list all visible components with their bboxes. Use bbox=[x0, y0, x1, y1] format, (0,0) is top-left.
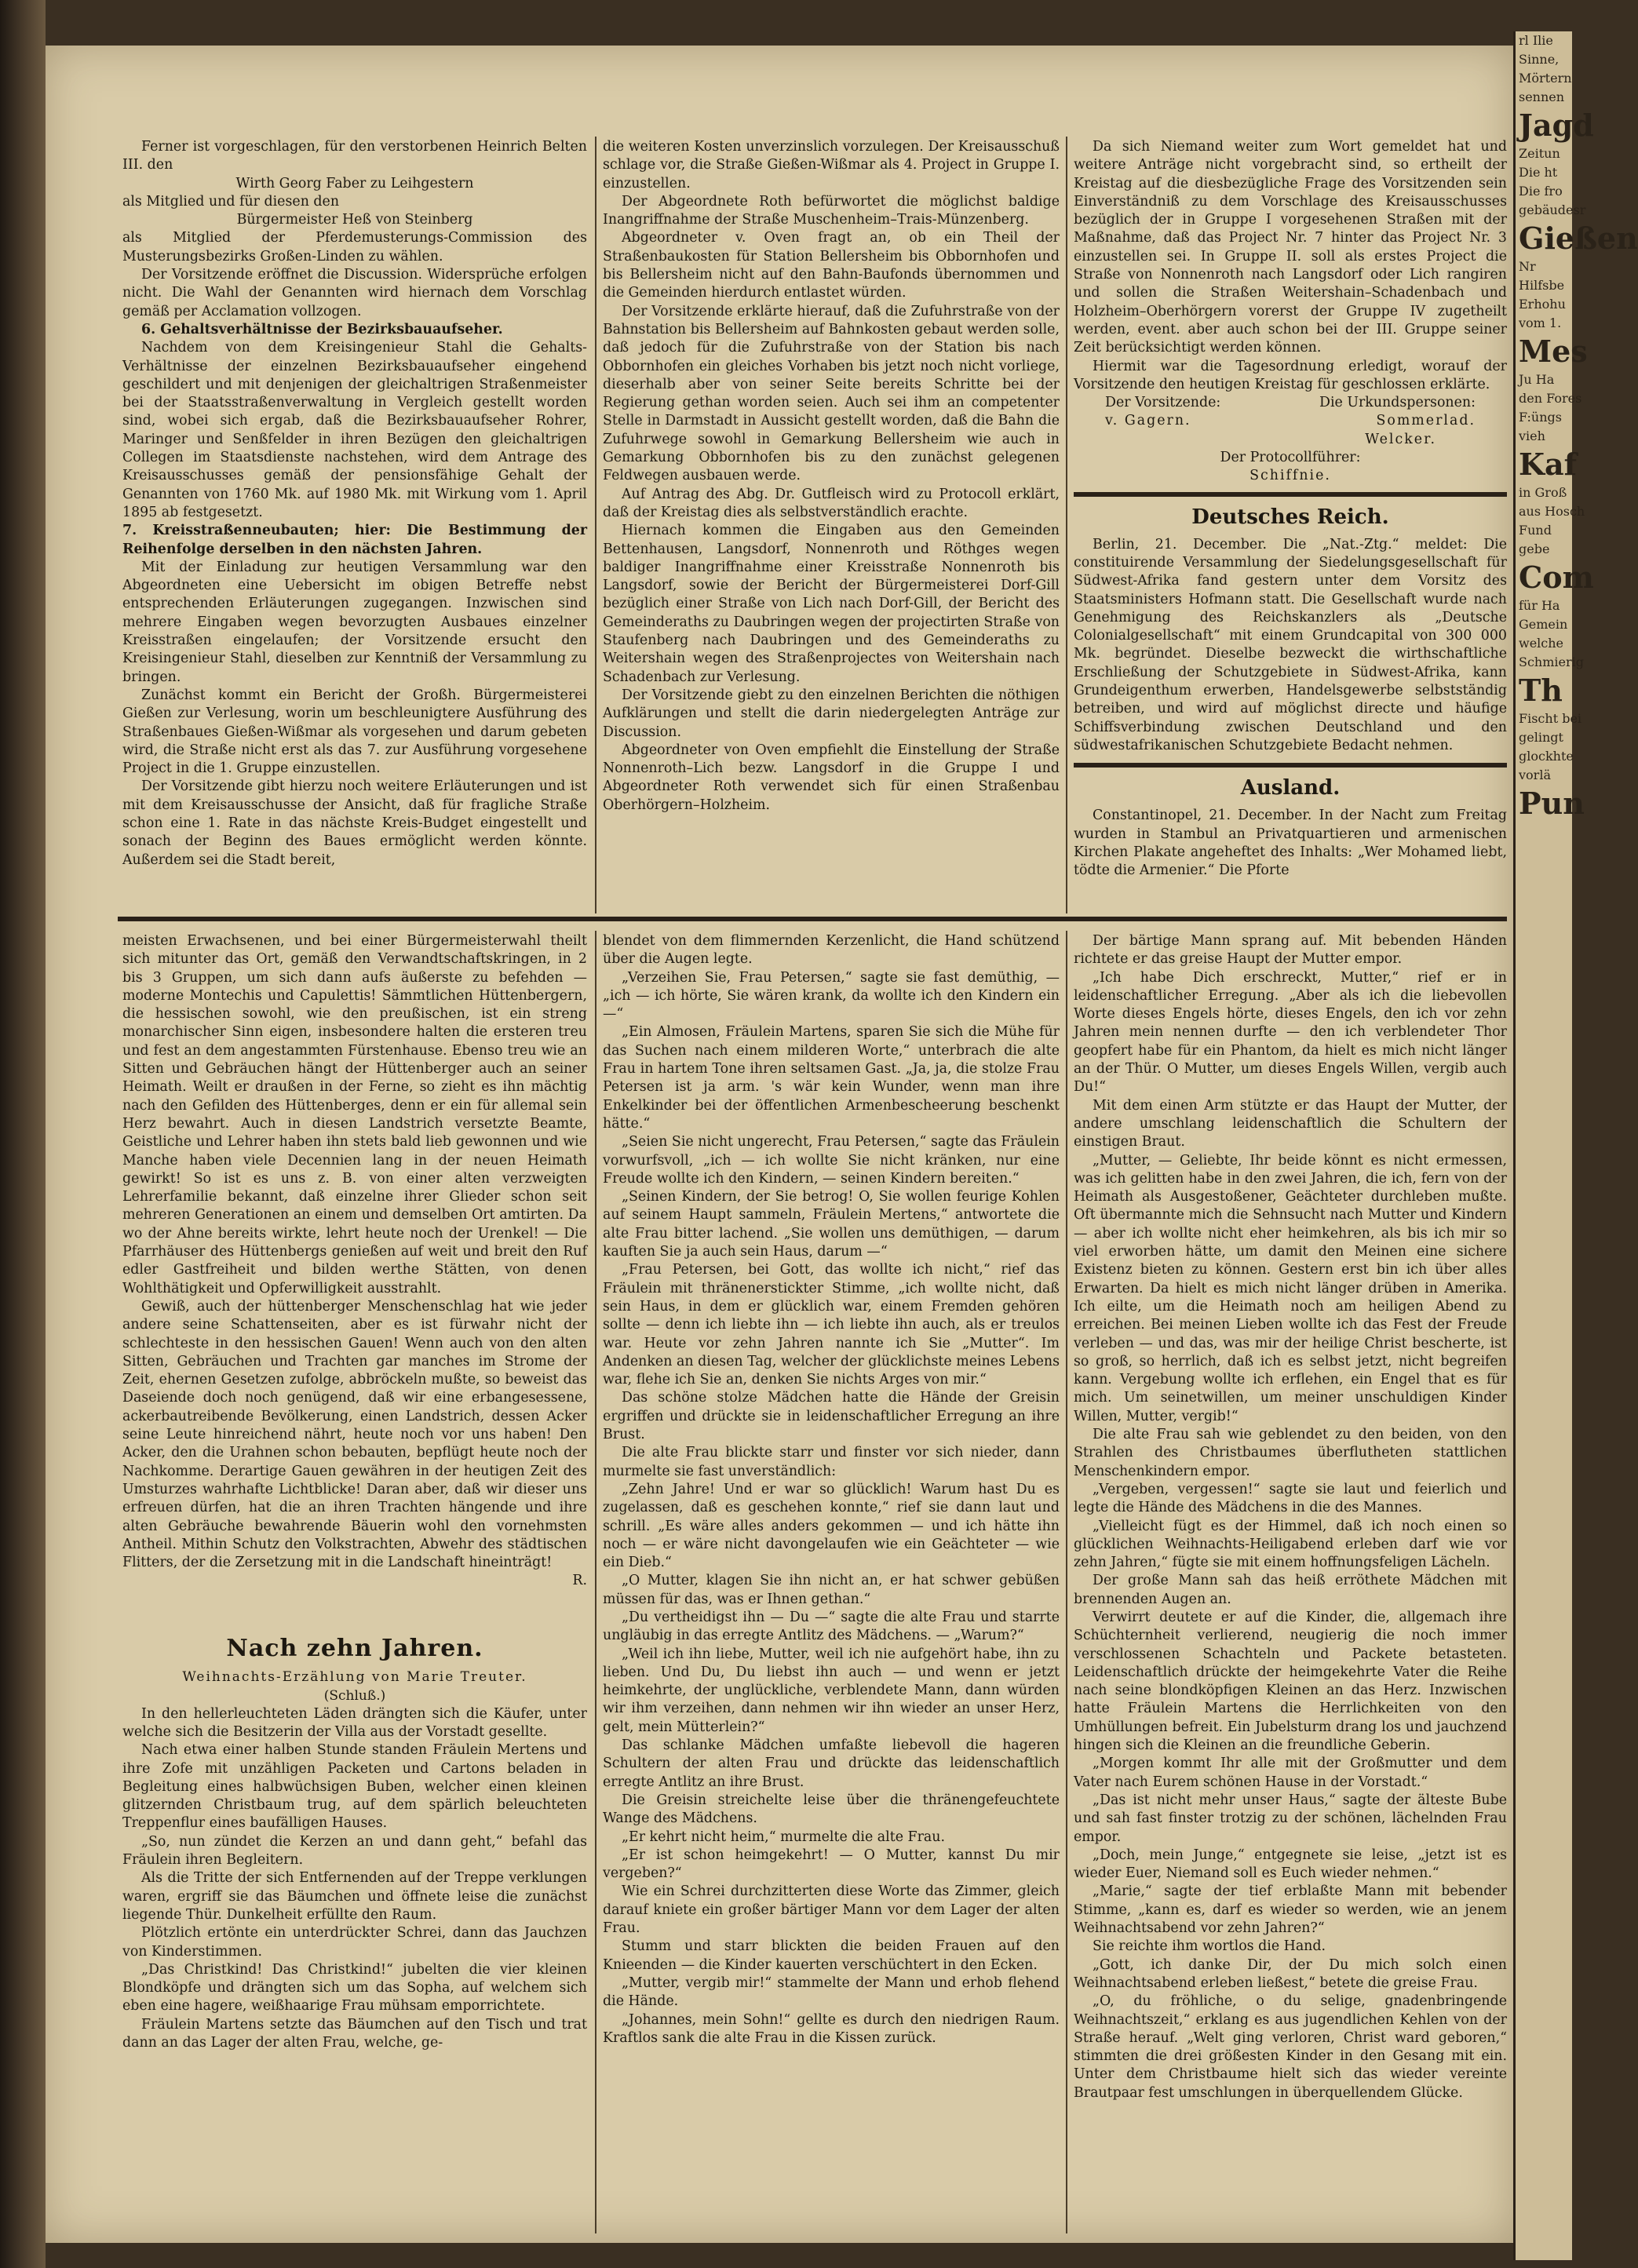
adjacent-page-fragment bbox=[1513, 31, 1638, 2260]
paragraph: „O, du fröhliche, o du selige, gnadenbringende Weihnachtszeit,“ erklang es aus jugendlichen Kehlen von der Straße herauf. „Welt ging verloren, Christ ward geboren,“ stimmten die drei größesten Kinder in den Gesang mit ein. Unter dem Christbaume hielt sich das wieder vereinte Brautpaar fest umschlungen in überquellendem Glücke. bbox=[1074, 1993, 1507, 2101]
paragraph: Das schöne stolze Mädchen hatte die Hände der Greisin ergriffen und drückte sie in leidenschaftlicher Erregung an ihre Brust. bbox=[603, 1390, 1060, 1443]
paragraph: Abgeordneter v. Oven fragt an, ob ein Theil der Straßenbaukosten für Station Bellersheim bis Obbornhofen und bis Bellersheim nicht auf den Bahn-Baufonds übernommen und die Gemeinden hierdurch entlastet würden. bbox=[603, 230, 1060, 301]
fragment-heading: Com bbox=[1519, 560, 1594, 595]
paragraph: Die alte Frau sah wie geblendet zu den beiden, von den Strahlen des Christbaumes überflutheten stattlichen Menschenkindern empor. bbox=[1074, 1427, 1507, 1479]
paragraph: „Vielleicht fügt es der Himmel, daß ich noch einen so glücklichen Weihnachts-Heiligabend erleben darf wie vor zehn Jahren,“ fügte sie mit einem hoffnungsfeligen Lächeln. bbox=[1074, 1518, 1507, 1571]
paragraph: „Seinen Kindern, der Sie betrog! O, Sie wollen feurige Kohlen auf seinem Haupt sammeln, Fräulein Mertens,“ antwortete die alte Frau bitter lachend. „Sie wollen uns demüthigen, — darum kauften Sie ja auch sein Haus, darum —“ bbox=[603, 1189, 1060, 1260]
paragraph: „Frau Petersen, bei Gott, das wollte ich nicht,“ rief das Fräulein mit thränenerstickter Stimme, „ich wollte nicht, daß sein Haus, in dem er glücklich war, einem Fremden gehören sollte — denn ich liebte ihn — ich liebte ihn auch, als er treulos war. Heute vor zehn Jahren nannte ich Sie „Mutter“. Im Andenken an diesen Tag, welcher der glücklichste meines Lebens war, flehe ich Sie an, denken Sie nichts Arges von mir.“ bbox=[603, 1262, 1060, 1388]
story-title: Nach zehn Jahren. bbox=[226, 1634, 483, 1662]
fragment-line: für Ha bbox=[1519, 598, 1560, 613]
fragment-line: gelingt bbox=[1519, 730, 1563, 745]
column-1-bottom bbox=[122, 932, 587, 2235]
paragraph: Nach etwa einer halben Stunde standen Fräulein Mertens und ihre Zofe mit unzähligen Packeten und Cartons beladen in Begleitung eines halbwüchsigen Buben, welcher einen kleinen glitzernden Christbaum trug, auf dem spärlich beleuchteten Treppenflur eines baufälligen Hauses. bbox=[122, 1742, 587, 1832]
reich-article: Berlin, 21. December. Die „Nat.-Ztg.“ meldet: Die constituirende Versammlung der Siedelungsgesellschaft für Südwest-Afrika fand gestern unter dem Vorsitz des Staatsministers Hofmann statt. Die Gesellschaft wurde nach Genehmigung des Reichskanzlers als „Deutsche Colonialgesellschaft“ mit einem Grundcapital von 300 000 Mk. begründet. Dieselbe bezweckt die wirthschaftliche Erschließung der Schutzgebiete in Südwest-Afrika, kann Grundeigenthum erwerben, Handelsgewerbe selbstständig betreiben, und wird auf möglichst directe und häufige Schiffsverbindung zwischen Deutschland und den südwestafrikanischen Schutzgebiete Bedacht nehmen. bbox=[1074, 536, 1507, 753]
paragraph: als Mitglied und für diesen den bbox=[122, 193, 340, 210]
story-continuation-note: (Schluß.) bbox=[323, 1687, 386, 1704]
fragment-line: vom 1. bbox=[1519, 315, 1562, 330]
paragraph: „O Mutter, klagen Sie ihn nicht an, er hat schwer gebüßen müssen für das, was er Ihnen gethan.“ bbox=[603, 1573, 1060, 1607]
paragraph: Die Greisin streichelte leise über die thränengefeuchtete Wange des Mädchens. bbox=[603, 1792, 1060, 1827]
paragraph: Mit der Einladung zur heutigen Versammlung war den Abgeordneten eine Uebersicht im obigen Betreffe nebst entsprechenden Erläuterungen zugegangen. Inzwischen sind mehrere Eingaben wegen bevorzugten Ausbaues einzelner Kreisstraßen eingelaufen; der Vorsitzende ersucht den Kreisingenieur Stahl, dieselben zur Kenntniß der Versammlung zu bringen. bbox=[122, 559, 587, 685]
closing-paragraphs bbox=[1074, 138, 1507, 394]
story-part-1 bbox=[122, 1705, 587, 2053]
fragment-line: gebe bbox=[1519, 541, 1550, 556]
fragment-line: gebäudesr bbox=[1519, 202, 1586, 217]
witness-1-name: Sommerlad. bbox=[1376, 413, 1476, 429]
fragment-line: Hilfsbe bbox=[1519, 278, 1565, 293]
fragment-heading: Mes bbox=[1519, 334, 1588, 369]
fragment-heading: Th bbox=[1519, 673, 1563, 708]
paragraph: „Zehn Jahre! Und er war so glücklich! Warum hast Du es zugelassen, daß es geschehen konnte,“ rief sie dann laut und schrill. „Es wäre alles anders gekommen — und ich hätte ihn noch — er wäre nicht davongelaufen wie ein Geächteter — wie ein Dieb.“ bbox=[603, 1481, 1060, 1571]
paragraph: Plötzlich ertönte ein unterdrückter Schrei, dann das Jauchzen von Kinderstimmen. bbox=[122, 1925, 587, 1960]
fragment-line: Schmierig bbox=[1519, 655, 1584, 669]
paragraph: Zunächst kommt ein Bericht der Großh. Bürgermeisterei Gießen zur Verlesung, worin um beschleunigtere Ausführung des Straßenbaues Gießen-Wißmar als vorgesehen und darum gebeten wird, die Straße nicht erst als das 7. zur Ausführung vorgesehene Project in die 1. Gruppe einzustellen. bbox=[122, 687, 587, 777]
newspaper-page bbox=[46, 46, 1513, 2243]
fragment-heading: Pun bbox=[1519, 786, 1585, 821]
paragraph: Fräulein Martens setzte das Bäumchen auf den Tisch und trat dann an das Lager der alten Frau, welche, ge- bbox=[122, 2016, 587, 2051]
fragment-line: Fund bbox=[1519, 523, 1552, 538]
paragraph: „Gott, ich danke Dir, der Du mich solch einen Weihnachtsabend erleben ließest,“ betete die greise Frau. bbox=[1074, 1956, 1507, 1991]
fragment-line: vieh bbox=[1519, 428, 1545, 443]
fragment-heading: Jagd bbox=[1519, 108, 1594, 143]
fragment-line: Nr bbox=[1519, 259, 1536, 274]
paragraph: Mit dem einen Arm stützte er das Haupt der Mutter, der andere umschlang leidenschaftlich die Schultern der einstigen Braut. bbox=[1074, 1097, 1507, 1150]
paragraph: meisten Erwachsenen, und bei einer Bürgermeisterwahl theilt sich mitunter das Ort, gemäß den Verwandtschaftskringen, in 2 bis 3 Gruppen, um sich dann aufs äußerste zu befehden — moderne Montechis und Capulettis! Sämmtlichen Hüttenbergern, die hessischen sowohl, wie den preußischen, ist ein streng monarchischer Sinn eigen, insbesondere halten die ersteren treu und fest an dem angestammten Fürstenhause. Ebenso treu wie an Sitten und Gebräuchen hängt der Hüttenberger auch an seiner Heimath. Weilt er draußen in der Ferne, so zieht es ihn mächtig nach den Gefilden des Hüttenberges, denn er ein für allemal sein Herz bewahrt. Auch in diesen Landstrich versetzte Beamte, Geistliche und Lehrer haben ihn stets bald lieb gewonnen und wie Manche haben viele Decennien lang in der neuen Heimath gewirkt! So ist es uns z. B. von einer alten verzweigten Lehrerfamilie bekannt, daß einzelne ihrer Glieder schon seit mehreren Generationen an einem und demselben Ort amtirten. Da wo der Ahne bereits wirkte, lehrt heute noch der Urenkel! — Die Pfarrhäuser des Hüttenbergs genießen auf weit und breit den Ruf edler Gastfreiheit und bilden werthe Stätten, von denen Wohlthätigkeit und Opferwilligkeit ausstrahlt. bbox=[122, 933, 587, 1296]
fragment-line: Ju Ha bbox=[1519, 372, 1555, 387]
signature-row-3 bbox=[1074, 431, 1507, 449]
fragment-line: den Fores bbox=[1519, 391, 1582, 406]
section-title-ausland: Ausland. bbox=[1240, 776, 1341, 800]
fragment-line: Zeitun bbox=[1519, 146, 1560, 161]
paragraph: „Marie,“ sagte der tief erblaßte Mann mit bebender Stimme, „kann es, darf es wieder so werden, wie an jenem Weihnachtsabend vor zehn Jahren?“ bbox=[1074, 1883, 1507, 1937]
paragraph: „Verzeihen Sie, Frau Petersen,“ sagte sie fast demüthig, — „ich — ich hörte, Sie wären krank, da wollte ich den Kindern ein —“ bbox=[603, 969, 1060, 1023]
fragment-line: aus Hosch bbox=[1519, 504, 1585, 519]
paragraph: Stumm und starr blickten die beiden Frauen auf den Knieenden — die Kinder kauerten verschüchtert in den Ecken. bbox=[603, 1938, 1060, 1973]
paragraph: Sie reichte ihm wortlos die Hand. bbox=[1093, 1938, 1326, 1955]
fragment-line: sennen bbox=[1519, 89, 1565, 104]
story-subtitle: Weihnachts-Erzählung von Marie Treuter. bbox=[182, 1668, 527, 1685]
paragraph: Wirth Georg Faber zu Leihgestern bbox=[235, 175, 474, 191]
paragraph: Das schlanke Mädchen umfaßte liebevoll die hageren Schultern der alten Frau und drückte das leidenschaftlich erregte Antlitz an ihre Brust. bbox=[603, 1737, 1060, 1790]
column-3-top bbox=[1074, 138, 1507, 915]
paragraph: Der große Mann sah das heiß erröthete Mädchen mit brennenden Augen an. bbox=[1074, 1573, 1507, 1607]
paragraph: die weiteren Kosten unverzinslich vorzulegen. Der Kreisausschuß schlage vor, die Straße Gießen-Wißmar als 4. Project in Gruppe I. einzustellen. bbox=[603, 139, 1060, 191]
paragraph: als Mitglied der Pferdemusterungs-Commission des Musterungsbezirks Großen-Linden zu wählen. bbox=[122, 230, 587, 264]
paragraph: Als die Tritte der sich Entfernenden auf der Treppe verklungen waren, ergriff sie das Bäumchen und öffnete leise die zunächst liegende Thür. Dunkelheit erfüllte den Raum. bbox=[122, 1870, 587, 1923]
paragraph: Gewiß, auch der hüttenberger Menschenschlag hat wie jeder andere seine Schattenseiten, aber es ist fürwahr nicht der schlechteste in den hessischen Gauen! Wenn auch von den alten Sitten, Gebräuchen und Trachten gar manches im Strome der Zeit, ehernen Gesetzen zufolge, abbröckeln mußte, so beweist das Daseiende doch noch genügend, daß wir eine erbangesessene, ackerbautreibende Bevölkerung, einen Landstrich, dessen Acker seine Leute hinreichend nährt, heute noch vor uns haben! Den Acker, den die Urahnen schon bebauten, bepflügt heute noch der Nachkomme. Derartige Gauen gewähren in der heutigen Zeit des Umsturzes wahrhafte Lichtblicke! Daran aber, daß wir dieser uns erfreuen dürfen, hat die an ihren Trachten hängende und ihre alten Gebräuche bewahrende Bäuerin wohl den vornehmsten Antheil. Mithin Schutz den Volkstrachten, Abwehr des städtischen Flitters, der die Zersetzung mit in die Landschaft hineinträgt! bbox=[122, 1298, 587, 1571]
fragment-heading: Kaf bbox=[1519, 447, 1577, 482]
fragment-line: Die ht bbox=[1519, 165, 1558, 180]
fragment-line: F:üngs bbox=[1519, 410, 1562, 425]
feuilleton-separator-rule bbox=[118, 917, 1507, 921]
column-2-bottom bbox=[603, 932, 1060, 2235]
column-3-bottom bbox=[1074, 932, 1507, 2235]
fragment-line: Mörtern bbox=[1519, 71, 1572, 86]
witness-2-name: Welcker. bbox=[1365, 431, 1436, 447]
paragraph: „Das Christkind! Das Christkind!“ jubelten die vier kleinen Blondköpfe und drängten sich um das Sopha, auf welchem sich eben eine hagere, weißhaarige Frau mühsam emporrichtete. bbox=[122, 1961, 587, 2015]
paragraph: Hiermit war die Tagesordnung erledigt, worauf der Vorsitzende den heutigen Kreistag für geschlossen erklärte. bbox=[1074, 358, 1507, 392]
paragraph: „Johannes, mein Sohn!“ gellte es durch den niedrigen Raum. Kraftlos sank die alte Frau in die Kissen zurück. bbox=[603, 2011, 1060, 2046]
paragraph: „So, nun zündet die Kerzen an und dann geht,“ befahl das Fräulein ihren Begleitern. bbox=[122, 1833, 587, 1869]
fragment-line: vorlä bbox=[1519, 768, 1551, 782]
paragraph: Da sich Niemand weiter zum Wort gemeldet hat und weitere Anträge nicht vorgebracht sind, so ertheilt der Kreistag auf die diesbezügliche Frage des Vorsitzenden sein Einverständniß zu dem Vorschlage des Kreisausschusses bezüglich der in Gruppe I vorgesehenen Straßen mit der Maßnahme, daß das Project Nr. 7 hinter das Project Nr. 3 einzustellen sei. In Gruppe II. soll als erstes Project die Straße von Nonnenroth nach Langsdorf oder Lich rangiren und sollen die Straßen Weitershain–Schadenbach und Holzheim–Oberhörgern vorerst der Gruppe IV zugetheilt werden, event. aber auch schon bei der III. Gruppe seiner Zeit berücksichtigt werden können. bbox=[1074, 139, 1507, 356]
paragraph: R. bbox=[572, 1573, 587, 1589]
paragraph: Hiernach kommen die Eingaben aus den Gemeinden Bettenhausen, Langsdorf, Nonnenroth und Röthges wegen baldiger Inangriffnahme einer Kreisstraße Nonnenroth bis Langsdorf, sowie der Bericht der Bürgermeisterei Dorf-Gill bezüglich einer Straße von Lich nach Dorf-Gill, der Bericht des Gemeinderaths zu Daubringen wegen der projectirten Straße von Staufenberg nach Daubringen und des Gemeinderaths zu Weitershain wegen des Straßenprojectes von Weitershain nach Schadenbach zur Verlesung. bbox=[603, 523, 1060, 685]
paragraph: „Das ist nicht mehr unser Haus,“ sagte der älteste Bube und sah fast finster trotzig zu der schönen, lächelnden Frau empor. bbox=[1074, 1792, 1507, 1845]
paragraph: In den hellerleuchteten Läden drängten sich die Käufer, unter welche sich die Besitzerin der Villa aus der Vorstadt gesellte. bbox=[122, 1705, 587, 1740]
column-divider bbox=[1066, 931, 1067, 2233]
paragraph: „Mutter, — Geliebte, Ihr beide könnt es nicht ermessen, was ich gelitten habe in den zwei Jahren, die ich, fern von der Heimath als Ausgestoßener, Geächteter durchleben mußte. Oft übermannte mich die Sehnsucht nach Mutter und Kindern — aber ich wollte nicht eher heimkehren, als bis ich mir so viel erworben hätte, um damit den Meinen eine sichere Existenz bieten zu können. Gestern erst bin ich über alles Erwarten. Da hielt es mich nicht länger drüben in Amerika. Ich eilte, um die Heimath noch am heiligen Abend zu erreichen. Bei meinen Lieben wollte ich das Fest der Freude verleben — und das, was mir der heilige Christ bescherte, ist so groß, so herrlich, daß ich es selbst jetzt, nicht begreifen kann. Vergebung wollte ich erflehen, ein Engel that es für mich. Um seinetwillen, um meiner unschuldigen Kinder Willen, Mutter, vergib!“ bbox=[1074, 1152, 1507, 1424]
paragraph: „Doch, mein Junge,“ entgegnete sie leise, „jetzt ist es wieder Euer, Niemand soll es Euch wieder nehmen.“ bbox=[1074, 1847, 1507, 1882]
paragraph: „Er ist schon heimgekehrt! — O Mutter, kannst Du mir vergeben?“ bbox=[603, 1847, 1060, 1882]
paragraph: Ferner ist vorgeschlagen, für den verstorbenen Heinrich Belten III. den bbox=[122, 139, 587, 173]
paragraph: „Morgen kommt Ihr alle mit der Großmutter und dem Vater nach Eurem schönen Hause in der Vorstadt.“ bbox=[1074, 1756, 1507, 1790]
paragraph: „Weil ich ihn liebe, Mutter, weil ich nie aufgehört habe, ihn zu lieben. Und Du, Du liebst ihn auch — und wenn er jetzt heimkehrte, der unglückliche, verblendete Mann, dann würden wir ihm verzeihen, dann nehmen wir ihn wieder an unser Herz, gelt, mein Mütterlein?“ bbox=[603, 1646, 1060, 1735]
fragment-line: in Groß bbox=[1519, 485, 1567, 500]
paragraph: „Ich habe Dich erschreckt, Mutter,“ rief er in leidenschaftlicher Erregung. „Aber als ich die liebevollen Worte dieses Engels hörte, dieses Engels, den ich vor zehn Jahren mein nennen durfte — den ich verblendeter Thor geopfert habe für ein Phantom, da hielt es mich nicht länger an der Thür. O Mutter, um dieses Engels Willen, vergib auch Du!“ bbox=[1074, 969, 1507, 1096]
paragraph: blendet von dem flimmernden Kerzenlicht, die Hand schützend über die Augen legte. bbox=[603, 933, 1060, 968]
chair-label: Der Vorsitzende: bbox=[1105, 395, 1221, 411]
paragraph: „Seien Sie nicht ungerecht, Frau Petersen,“ sagte das Fräulein vorwurfsvoll, „ich — ich wollte Sie nicht kränken, nur eine Freude wollte ich den Kindern, — seinen Kindern bereiten.“ bbox=[603, 1134, 1060, 1187]
fragment-line: rl Ilie bbox=[1519, 33, 1553, 48]
paragraph: Der Abgeordnete Roth befürwortet die möglichst baldige Inangriffnahme der Straße Muschenheim–Trais-Münzenberg. bbox=[603, 193, 1060, 228]
column-divider bbox=[595, 931, 596, 2233]
paragraph: Auf Antrag des Abg. Dr. Gutfleisch wird zu Protocoll erklärt, daß der Kreistag dies als selbstverständlich erachte. bbox=[603, 486, 1060, 520]
column-divider bbox=[1066, 137, 1067, 913]
column-2-top bbox=[603, 138, 1060, 915]
paragraph: Verwirrt deutete er auf die Kinder, die, allgemach ihre Schüchternheit verlierend, neugierig die noch immer verschlossenen Schachteln und Packete betasteten. Leidenschaftlich drückte der heimgekehrte Vater die Reihe nach seine blondköpfigen Kleinen an das Herz. Inzwischen hatte Fräulein Martens die Herrlichkeiten von den Umhüllungen befreit. Ein Jubelsturm drang los und jauchzend hingen sich die Kleinen an die freundliche Geberin. bbox=[1074, 1609, 1507, 1754]
section-rule bbox=[1074, 492, 1507, 497]
paragraph: „Vergeben, vergessen!“ sagte sie laut und feierlich und legte die Hände des Mädchens in die des Mannes. bbox=[1074, 1481, 1507, 1516]
paragraph: Der bärtige Mann sprang auf. Mit bebenden Händen richtete er das greise Haupt der Mutter empor. bbox=[1074, 933, 1507, 968]
fragment-line: Sinne, bbox=[1519, 52, 1560, 67]
clerk-label: Der Protocollführer: bbox=[1220, 450, 1361, 466]
section-title-reich: Deutsches Reich. bbox=[1191, 505, 1389, 529]
paragraph: Abgeordneter von Oven empfiehlt die Einstellung der Straße Nonnenroth–Lich bezw. Langsdorf in die Gruppe I und Abgeordneter Roth verwendet sich für einen Straßenbau Oberhörgern–Holzheim. bbox=[603, 742, 1060, 813]
witnesses-label: Die Urkundspersonen: bbox=[1319, 395, 1476, 411]
book-binding-edge bbox=[0, 0, 46, 2268]
fragment-line: Erhohu bbox=[1519, 297, 1566, 312]
clerk-name: Schiffnie. bbox=[1249, 468, 1331, 484]
column-1-top bbox=[122, 138, 587, 907]
paragraph: 7. Kreisstraßenneubauten; hier: Die Bestimmung der Reihenfolge derselben in den nächsten Jahren. bbox=[122, 523, 587, 557]
ausland-article: Constantinopel, 21. December. In der Nacht zum Freitag wurden in Stambul an Privatquartieren und armenischen Kirchen Plakate angeheftet des Inhalts: „Wer Mohamed liebt, tödte die Armenier.“ Die Pforte bbox=[1074, 808, 1507, 879]
paragraph: „Er kehrt nicht heim,“ murmelte die alte Frau. bbox=[622, 1829, 946, 1845]
paragraph: „Du vertheidigst ihn — Du —“ sagte die alte Frau und starrte ungläubig in das erregte Antlitz des Mädchens. — „Warum?“ bbox=[603, 1609, 1060, 1644]
paragraph: Der Vorsitzende gibt hierzu noch weitere Erläuterungen und ist mit dem Kreisausschusse der Ansicht, daß für fragliche Straße schon eine 1. Rate in das nächste Kreis-Budget eingestellt und sonach der Beginn des Baues ermöglicht werden könnte. Außerdem sei die Stadt bereit, bbox=[122, 778, 587, 868]
column-divider bbox=[595, 137, 596, 913]
paragraph: Wie ein Schrei durchzitterten diese Worte das Zimmer, gleich darauf kniete ein großer bärtiger Mann vor dem Lager der alten Frau. bbox=[603, 1883, 1060, 1937]
paragraph: „Mutter, vergib mir!“ stammelte der Mann und erhob flehend die Hände. bbox=[603, 1974, 1060, 2010]
hüttenberg-essay bbox=[122, 932, 587, 1591]
paragraph: Der Vorsitzende giebt zu den einzelnen Berichten die nöthigen Aufklärungen und stellt die darin niedergelegten Anträge zur Discussion. bbox=[603, 687, 1060, 740]
section-rule bbox=[1074, 763, 1507, 768]
fragment-line: Gemein bbox=[1519, 617, 1568, 632]
paragraph: Der Vorsitzende erklärte hierauf, daß die Zufuhrstraße von der Bahnstation bis Bellersheim auf Bahnkosten gebaut werden solle, daß jedoch für die Zufuhrstraße von der Station bis nach Obbornhofen ein gleiches Vorhaben bis jetzt noch nicht vorliege, dieserhalb aber von seiner Seite bereits Schritte bei der Regierung gethan worden seien. Auch sei ihm an competenter Stelle in Darmstadt in Aussicht gestellt worden, daß die Bahn die Zufuhrwege sowohl in Gemarkung Bellersheim wie auch in Gemarkung Obbornhofen bis zu den zunächst gelegenen Feldwegen ausbauen werde. bbox=[603, 303, 1060, 484]
fragment-heading: Gießen bbox=[1519, 221, 1638, 256]
fragment-line: glockhte bbox=[1519, 749, 1574, 764]
signature-row-1 bbox=[1074, 394, 1507, 412]
chair-name: v. Gagern. bbox=[1105, 413, 1191, 429]
paragraph: Nachdem von dem Kreisingenieur Stahl die Gehalts-Verhältnisse der einzelnen Bezirksbauaufseher eingehend geschildert und mit denjenigen der gleichaltrigen Straßenmeister bei der Staatsstraßenverwaltung in Vergleich gestellt worden sind, wobei sich ergab, daß die Bezirksbauaufseher Rohrer, Maringer und Senßfelder in ihren Bezügen den gleichaltrigen Collegen im Staatsdienste nachstehen, wird dem Antrage des Kreisausschusses gemäß der pensionsfähige Gehalt der Genannten von 1760 Mk. auf 1980 Mk. mit Wirkung vom 1. April 1895 ab festgesetzt. bbox=[122, 340, 587, 520]
signature-row-2 bbox=[1074, 412, 1507, 430]
fragment-line: welche bbox=[1519, 636, 1564, 651]
paragraph: Der Vorsitzende eröffnet die Discussion. Widersprüche erfolgen nicht. Die Wahl der Genannten wird hiernach dem Vorschlag gemäß per Acclamation vollzogen. bbox=[122, 267, 587, 319]
paragraph: „Ein Almosen, Fräulein Martens, sparen Sie sich die Mühe für das Suchen nach einem milderen Worte,“ unterbrach die alte Frau in hartem Tone ihren seltsamen Gast. „Ja, ja, die stolze Frau Petersen ist ja arm. 's wär kein Wunder, wenn man ihre Enkelkinder bei der öffentlichen Armenbescheerung beschenkt hätte.“ bbox=[603, 1024, 1060, 1132]
paragraph: Die alte Frau blickte starr und finster vor sich nieder, dann murmelte sie fast unverständlich: bbox=[603, 1445, 1060, 1479]
fragment-line: Fischt bei bbox=[1519, 711, 1582, 726]
fragment-line: Die fro bbox=[1519, 184, 1563, 199]
paragraph: Bürgermeister Heß von Steinberg bbox=[236, 212, 473, 228]
paragraph: 6. Gehaltsverhältnisse der Bezirksbauaufseher. bbox=[141, 321, 503, 337]
